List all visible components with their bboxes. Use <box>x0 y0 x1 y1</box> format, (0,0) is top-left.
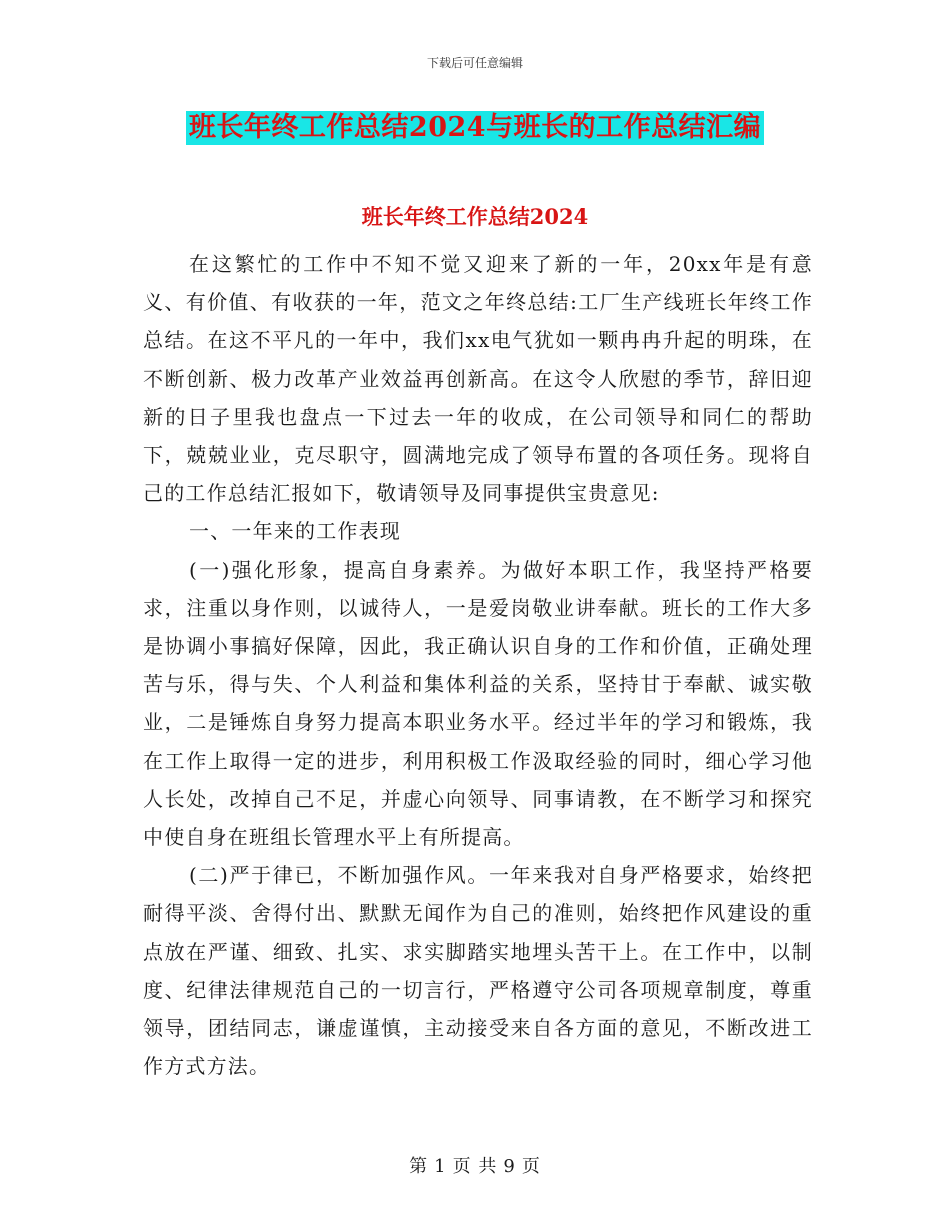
document-title <box>0 111 950 145</box>
page-current: 1 <box>434 1156 447 1177</box>
page-mid: 页 共 <box>452 1156 498 1177</box>
page-prefix: 第 <box>409 1156 429 1177</box>
section-title: 班长年终工作总结2024 <box>361 204 589 229</box>
document-title-text: 班长年终工作总结2024与班长的工作总结汇编 <box>186 111 764 145</box>
paragraph-heading-performance: 一、一年来的工作表现 <box>189 519 401 544</box>
page-suffix: 页 <box>521 1156 541 1177</box>
paragraph-discipline: (二)严于律已，不断加强作风。一年来我对自身严格要求，始终把耐得平淡、舍得付出、默默无闻作为自己的准则，始终把作风建设的重点放在严谨、细致、扎实、求实脚踏实地埋头苦干上。在工作中，以制度、纪律法律规范自己的一切言行，严格遵守公司各项规章制度，尊重领导，团结同志，谦虚谨慎，主动接受来自各方面的意见，不断改进工作方式方法。 <box>143 863 813 1079</box>
page-number-footer <box>0 1152 950 1178</box>
paragraph-intro: 在这繁忙的工作中不知不觉又迎来了新的一年，20xx年是有意义、有价值、有收获的一年，范文之年终总结:工厂生产线班长年终工作总结。在这不平凡的一年中，我们xx电气犹如一颗冉冉升起的明珠，在不断创新、极力改革产业效益再创新高。在这令人欣慰的季节，辞旧迎新的日子里我也盘点一下过去一年的收成，在公司领导和同仁的帮助下，兢兢业业，克尽职守，圆满地完成了领导布置的各项任务。现将自己的工作总结汇报如下，敬请领导及同事提供宝贵意见: <box>143 252 813 506</box>
paragraph-image-building: (一)强化形象，提高自身素养。为做好本职工作，我坚持严格要求，注重以身作则，以诚待人，一是爱岗敬业讲奉献。班长的工作大多是协调小事搞好保障，因此，我正确认识自身的工作和价值，正确处理苦与乐，得与失、个人利益和集体利益的关系，坚持甘于奉献、诚实敬业，二是锤炼自身努力提高本职业务水平。经过半年的学习和锻炼，我在工作上取得一定的进步，利用积极工作汲取经验的同时，细心学习他人长处，改掉自己不足，并虚心向领导、同事请教，在不断学习和探究中使自身在班组长管理水平上有所提高。 <box>143 557 813 850</box>
page-header-note: 下载后可任意编辑 <box>426 56 523 70</box>
document-body <box>143 245 813 1085</box>
page-total: 9 <box>503 1156 516 1177</box>
